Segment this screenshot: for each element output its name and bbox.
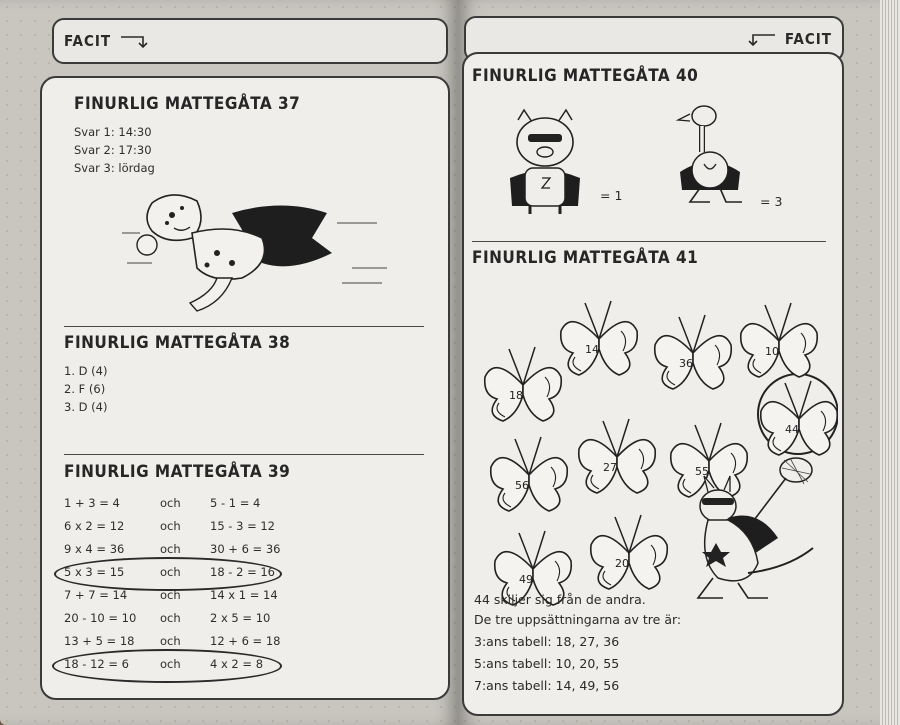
och-label: och xyxy=(160,657,181,671)
butterfly-number: 36 xyxy=(679,357,693,370)
bird-value: = 3 xyxy=(760,194,783,209)
butterfly xyxy=(572,412,662,502)
puzzle-39-title: FINURLIG MATTEGÅTA 39 xyxy=(64,462,291,482)
p37-answer-3: Svar 3: lördag xyxy=(74,161,155,175)
eq-right: 12 + 6 = 18 xyxy=(210,634,281,648)
och-label: och xyxy=(160,611,181,625)
answers-panel-right xyxy=(462,52,844,716)
p41-answer-line: De tre uppsättningarna av tre är: xyxy=(474,612,682,627)
p37-answer-2: Svar 2: 17:30 xyxy=(74,143,152,157)
pig-hero-icon xyxy=(500,108,590,218)
arrow-down-right-icon xyxy=(119,33,149,49)
facit-label: FACIT xyxy=(64,32,112,50)
right-page xyxy=(458,0,882,725)
puzzle-38-title: FINURLIG MATTEGÅTA 38 xyxy=(64,333,291,353)
circled-mismatch-ring xyxy=(54,557,282,591)
eq-right: 30 + 6 = 36 xyxy=(210,542,281,556)
flying-leopard-illustration xyxy=(112,183,392,318)
p37-answer-1: Svar 1: 14:30 xyxy=(74,125,152,139)
butterfly-number: 44 xyxy=(785,423,799,436)
butterfly-number: 14 xyxy=(585,343,599,356)
eq-right: 5 - 1 = 4 xyxy=(210,496,261,510)
butterfly-number: 10 xyxy=(765,345,779,358)
butterfly-number: 55 xyxy=(695,465,709,478)
och-label: och xyxy=(160,634,181,648)
arrow-down-left-icon xyxy=(747,31,777,47)
butterfly-number: 27 xyxy=(603,461,617,474)
butterfly-number: 49 xyxy=(519,573,533,586)
p38-answer-3: 3. D (4) xyxy=(64,400,108,414)
butterfly-number: 18 xyxy=(509,389,523,402)
eq-left: 20 - 10 = 10 xyxy=(64,611,137,625)
butterfly xyxy=(478,340,568,430)
facit-label: FACIT xyxy=(784,30,832,48)
puzzle-37-title: FINURLIG MATTEGÅTA 37 xyxy=(74,94,301,114)
butterfly xyxy=(484,430,574,520)
kangaroo-hero-icon xyxy=(678,448,828,608)
eq-right: 18 - 2 = 16 xyxy=(210,565,275,579)
eq-left: 7 + 7 = 14 xyxy=(64,588,128,602)
circled-mismatch-ring xyxy=(52,649,282,683)
eq-left: 18 - 12 = 6 xyxy=(64,657,129,671)
p41-answer-line: 7:ans tabell: 14, 49, 56 xyxy=(474,678,620,693)
och-label: och xyxy=(160,542,181,556)
butterfly xyxy=(648,308,738,398)
p41-answer-line: 3:ans tabell: 18, 27, 36 xyxy=(474,634,620,649)
pig-value: = 1 xyxy=(600,188,623,203)
eq-right: 2 x 5 = 10 xyxy=(210,611,271,625)
p38-answer-2: 2. F (6) xyxy=(64,382,106,396)
eq-right: 15 - 3 = 12 xyxy=(210,519,275,533)
facit-tab-left xyxy=(52,18,448,64)
page-edges xyxy=(880,0,900,725)
och-label: och xyxy=(160,565,181,579)
divider-40-41 xyxy=(472,241,826,242)
och-label: och xyxy=(160,519,181,533)
och-label: och xyxy=(160,496,181,510)
eq-left: 6 x 2 = 12 xyxy=(64,519,125,533)
eq-left: 5 x 3 = 15 xyxy=(64,565,125,579)
eq-right: 14 x 1 = 14 xyxy=(210,588,278,602)
p41-answer-line: 5:ans tabell: 10, 20, 55 xyxy=(474,656,620,671)
duck-hero-icon xyxy=(670,102,750,217)
eq-right: 4 x 2 = 8 xyxy=(210,657,264,671)
puzzle-40-title: FINURLIG MATTEGÅTA 40 xyxy=(472,66,699,86)
answers-panel-left xyxy=(40,76,450,700)
och-label: och xyxy=(160,588,181,602)
eq-left: 1 + 3 = 4 xyxy=(64,496,120,510)
p38-answer-1: 1. D (4) xyxy=(64,364,108,378)
p41-answer-line: 44 skiljer sig från de andra. xyxy=(474,592,646,607)
eq-left: 9 x 4 = 36 xyxy=(64,542,125,556)
divider-38-39 xyxy=(64,454,424,455)
butterfly xyxy=(734,296,824,386)
butterfly xyxy=(584,508,674,598)
butterfly-number: 20 xyxy=(615,557,629,570)
butterfly-number: 56 xyxy=(515,479,529,492)
eq-left: 13 + 5 = 18 xyxy=(64,634,135,648)
divider-37-38 xyxy=(64,326,424,327)
puzzle-41-title: FINURLIG MATTEGÅTA 41 xyxy=(472,248,699,268)
